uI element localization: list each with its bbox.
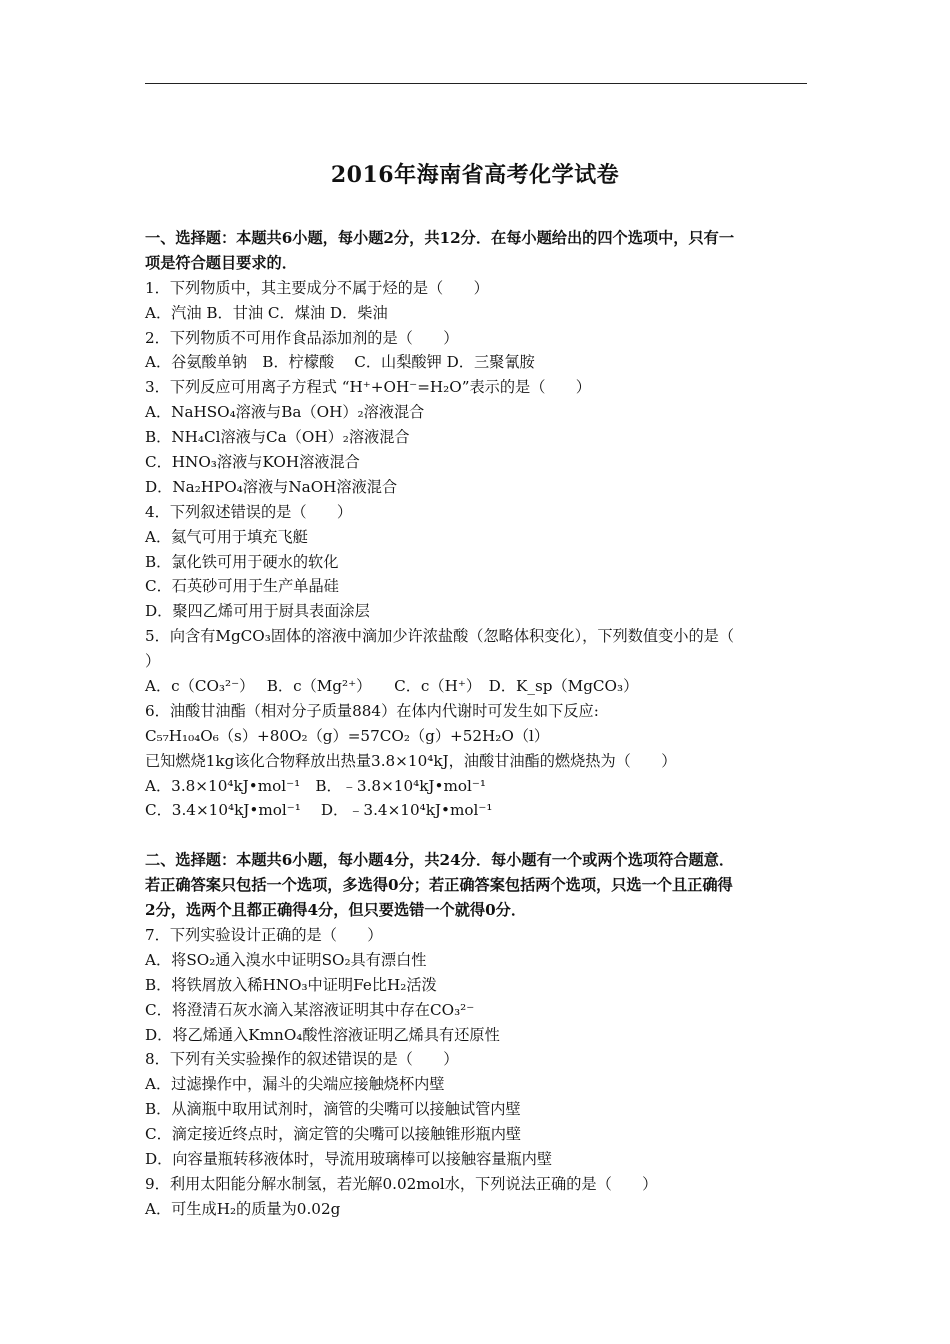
question-4-option-c: C．石英砂可用于生产单晶硅 [145,577,339,596]
question-7: 7．下列实验设计正确的是（ ） [145,925,383,944]
question-8-option-c: C．滴定接近终点时，滴定管的尖嘴可以接触锥形瓶内壁 [145,1125,522,1144]
question-8-option-b: B．从滴瓶中取用试剂时，滴管的尖嘴可以接触试管内壁 [145,1100,521,1119]
question-3-option-d: D．Na₂HPO₄溶液与NaOH溶液混合 [145,477,398,496]
question-6-options-ab: A．3.8×10⁴kJ•mol⁻¹ B．﹣3.8×10⁴kJ•mol⁻¹ [145,776,486,795]
question-2: 2．下列物质不可用作食品添加剂的是（ ） [145,328,459,347]
section1-header-line: 项是符合题目要求的． [145,253,297,272]
question-7-option-a: A．将SO₂通入溴水中证明SO₂具有漂白性 [145,950,427,969]
question-8: 8．下列有关实验操作的叙述错误的是（ ） [145,1050,459,1069]
question-3: 3．下列反应可用离子方程式 “H⁺+OH⁻=H₂O”表示的是（ ） [145,378,591,397]
section-spacer [145,823,810,848]
question-4-option-b: B．氯化铁可用于硬水的软化 [145,552,339,571]
section1-header-line: 一、选择题：本题共6小题，每小题2分，共12分．在每小题给出的四个选项中，只有一 [145,229,735,247]
question-2-options: A．谷氨酸单钠 B．柠檬酸 C．山梨酸钾 D．三聚氰胺 [145,353,535,372]
question-5-options: A．c（CO₃²⁻） B．c（Mg²⁺） C．c（H⁺） D．K_sp（MgCO₃） [145,677,639,696]
question-8-option-d: D．向容量瓶转移液体时，导流用玻璃棒可以接触容量瓶内壁 [145,1149,553,1168]
question-3-option-a: A．NaHSO₄溶液与Ba（OH）₂溶液混合 [145,403,425,422]
question-6-equation: C₅₇H₁₀₄O₆（s）+80O₂（g）=57CO₂（g）+52H₂O（l） [145,726,550,745]
section2-header-line: 二、选择题：本题共6小题，每小题4分，共24分．每小题有一个或两个选项符合题意． [145,851,735,870]
section2-header-line: 2分，选两个且都正确得4分，但只要选错一个就得0分． [145,901,527,920]
question-7-option-b: B．将铁屑放入稀HNO₃中证明Fe比H₂活泼 [145,975,437,994]
question-6-stem: 已知燃烧1kg该化合物释放出热量3.8×10⁴kJ，油酸甘油酯的燃烧热为（ ） [145,751,677,770]
question-1-options: A．汽油 B．甘油 C．煤油 D．柴油 [145,303,388,322]
question-7-option-d: D．将乙烯通入KmnO₄酸性溶液证明乙烯具有还原性 [145,1025,500,1044]
page-title: 2016年海南省高考化学试卷 [330,162,620,188]
exam-content [145,226,810,1222]
section2-header-line: 若正确答案只包括一个选项，多选得0分；若正确答案包括两个选项，只选一个且正确得 [145,876,733,895]
question-3-option-c: C．HNO₃溶液与KOH溶液混合 [145,453,360,472]
question-8-option-a: A．过滤操作中，漏斗的尖端应接触烧杯内壁 [145,1075,445,1094]
question-5: 5．向含有MgCO₃固体的溶液中滴加少许浓盐酸（忽略体积变化），下列数值变小的是（ [145,627,735,646]
question-7-option-c: C．将澄清石灰水滴入某溶液证明其中存在CO₃²⁻ [145,1000,475,1019]
question-4-option-a: A．氦气可用于填充飞艇 [145,527,308,546]
question-4: 4．下列叙述错误的是（ ） [145,502,353,521]
question-9: 9．利用太阳能分解水制氢，若光解0.02mol水，下列说法正确的是（ ） [145,1174,658,1193]
question-4-option-d: D．聚四乙烯可用于厨具表面涂层 [145,602,370,621]
question-9-option-a: A．可生成H₂的质量为0.02g [145,1199,341,1218]
question-1: 1．下列物质中，其主要成分不属于烃的是（ ） [145,278,489,297]
question-6-options-cd: C．3.4×10⁴kJ•mol⁻¹ D．﹣3.4×10⁴kJ•mol⁻¹ [145,801,493,820]
question-6: 6．油酸甘油酯（相对分子质量884）在体内代谢时可发生如下反应: [145,701,599,720]
header-rule [145,83,807,84]
question-3-option-b: B．NH₄Cl溶液与Ca（OH）₂溶液混合 [145,428,410,447]
question-5-continued: ） [145,652,161,671]
